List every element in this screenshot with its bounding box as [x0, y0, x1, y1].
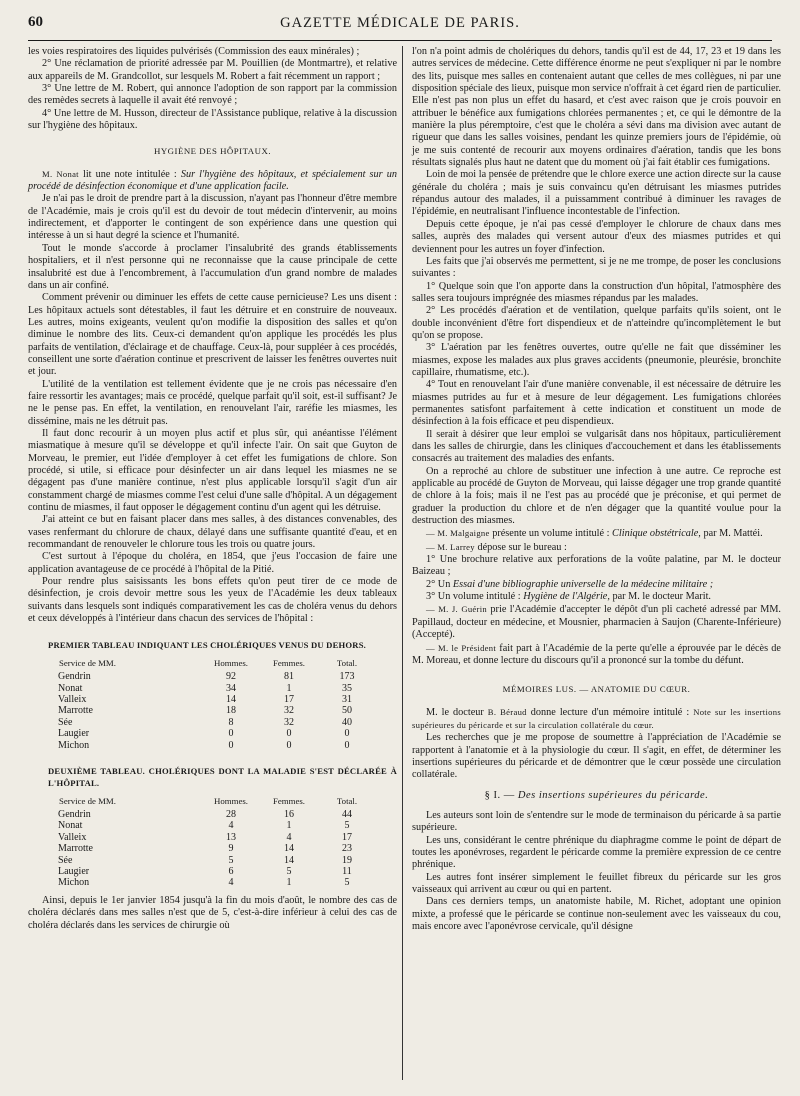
table-row	[58, 694, 376, 705]
paragraph	[412, 706, 781, 733]
cell-total: 44	[342, 809, 352, 821]
cell-femmes: 0	[286, 739, 292, 751]
cell-femmes: 4	[286, 831, 292, 843]
text: lit une note intitulée :	[78, 168, 181, 180]
paragraph	[28, 168, 397, 194]
paragraph: 3° L'aération par les fenêtres ouvertes, outre qu'elle ne fait que disséminer les miasmes, expose les malades aux plus graves accidents (pneumonie, pleurésie, bronchite capillaire, rhumatisme, etc.).	[412, 342, 781, 378]
column-header: Hommes.	[214, 795, 248, 806]
cell-femmes: 14	[284, 854, 294, 866]
table-row	[58, 809, 376, 820]
paragraph	[412, 642, 781, 668]
cell-total: 5	[344, 820, 350, 832]
column-header: Hommes.	[214, 657, 248, 668]
paragraph	[412, 541, 781, 554]
cell-femmes: 17	[284, 693, 294, 705]
cell-femmes: 0	[286, 728, 292, 740]
cell-femmes: 32	[284, 705, 294, 717]
paragraph	[412, 579, 781, 591]
cell-total: 40	[342, 716, 352, 728]
table-row	[58, 705, 376, 716]
paragraph: Dans ces derniers temps, un anatomiste habile, M. Richet, adoptant une opinion mixte, a professé que le péricarde se continue non-seulement avec les vaisseaux du cou, mais encore avec l'aponévrose cervicale, qu'il désigne	[412, 896, 781, 933]
table-header-row	[58, 656, 376, 671]
paragraph: 3° Une lettre de M. Robert, qui annonce l'adoption de son rapport par la commission des remèdes secrets à laquelle il avait été renvoyé ;	[28, 83, 397, 107]
table-title: PREMIER TABLEAU INDIQUANT LES CHOLÉRIQUES VENUS DU DEHORS.	[48, 640, 367, 651]
table-row	[58, 832, 376, 843]
cell-total: 17	[342, 831, 352, 843]
paragraph: Les uns, considérant le centre phrénique du diaphragme comme le point de départ de toutes les aponévroses, regardent le péricarde comme la première expression de ce centre phrénique.	[412, 834, 781, 871]
left-column	[28, 46, 397, 932]
text: par M. le docteur Marit.	[609, 591, 711, 603]
paragraph: Loin de moi la pensée de prétendre que le chlore exerce une action directe sur la cause générale du choléra ; mais je suis convaincu qu'en détruisant les miasmes putrides répandus autour des malades, il a puissamment contribué à diminuer les ravages de l'épidémie, en neutralisant l'influence incontestable de l'infection.	[412, 169, 781, 218]
cell-total: 0	[344, 728, 350, 740]
paragraph: Pour rendre plus saisissants les bons effets qu'on peut tirer de ce mode de désinfection, je crois devoir mettre sous les yeux de l'Académie les deux tableaux suivants dans lesquels sont indiqués comparativement les cas de choléra venus du dehors et ceux développés à l'intérieur dans chacun des services de l'hôpital :	[28, 576, 397, 625]
cell-total: 0	[344, 739, 350, 751]
cell-hommes: 8	[228, 716, 234, 728]
cell-total: 31	[342, 693, 352, 705]
cell-femmes: 5	[286, 866, 292, 878]
paragraph: Depuis cette époque, je n'ai pas cessé d'employer le chlorure de chaux dans mes salles, auprès des malades qui versent autour d'eux des miasmes putrides et qui deviennent pour les autres un foyer d'infection.	[412, 218, 781, 255]
text: présente un volume intitulé :	[489, 528, 613, 540]
paragraph: 2° Les procédés d'aération et de ventilation, quelque parfaits qu'ils soient, ont le double inconvénient d'être fort dispendieux et de n'atteindre qu'incomplètement le but qu'on se propose.	[412, 305, 781, 341]
table-row	[58, 717, 376, 728]
cell-service: Marrotte	[58, 843, 93, 855]
cell-hommes: 0	[228, 728, 234, 740]
cell-hommes: 92	[226, 671, 236, 683]
speaker-name: — M. Malgaigne	[426, 528, 490, 539]
cell-femmes: 81	[284, 671, 294, 683]
table-1	[58, 656, 376, 751]
cell-total: 11	[342, 866, 352, 878]
paragraph: Comment prévenir ou diminuer les effets de cette cause pernicieuse? Les uns disent : Les hôpitaux actuels sont détestables, il faut les détruire et en construire de nouveaux. Les autres, moins exigeants, veulent qu'on modifie la disposition des salles et qu'on diminue le nombre des lits. Ceux-ci demandent qu'on applique les procédés les plus parfaits de ventilation, d'éclairage et de chauffage. Ceux-là, pour suppléer à ces procédés, conseillent une sorte d'aération continue et prescrivent de laisser les fenêtres ouvertes nuit et jour.	[28, 292, 397, 378]
column-header: Service de MM.	[59, 795, 116, 806]
cell-femmes: 1	[286, 820, 292, 832]
memoir-title: Note sur les insertions supérieures du péricarde et sur la circulation collatérale du cœur.	[412, 706, 782, 730]
paragraph: J'ai atteint ce but en faisant placer dans mes salles, à des distances convenables, des vases renfermant du chlorure de chaux, délayé dans une suffisante quantité d'eau, et en recommandant de renouveler le chlorure tous les trois ou quatre jours.	[28, 514, 397, 551]
cell-hommes: 18	[226, 705, 236, 717]
cell-femmes: 1	[286, 682, 292, 694]
paragraph: Les faits que j'ai observés me permettent, si je ne me trompe, de poser les conclusions suivantes :	[412, 255, 781, 280]
paragraph: Tout le monde s'accorde à proclamer l'insalubrité des grands établissements hospitaliers, et il n'est personne qui ne reconnaisse que la cause principale de cette insalubrité est due à l'encombrement, à l'accumulation d'un grand nombre de malades dans un air confiné.	[28, 242, 397, 291]
paragraph: C'est surtout à l'époque du choléra, en 1854, que j'eus l'occasion de faire une application avantageuse de ce procédé à l'hôpital de la Pitié.	[28, 551, 397, 575]
cell-hommes: 5	[228, 854, 234, 866]
table-row	[58, 843, 376, 854]
paragraph: 4° Une lettre de M. Husson, directeur de l'Assistance publique, relative à la discussion sur l'hygiène des hôpitaux.	[28, 107, 397, 132]
cell-hommes: 34	[226, 682, 236, 694]
paragraph: L'utilité de la ventilation est tellement évidente que je ne crois pas nécessaire d'en faire ressortir les avantages; mais ce procédé, quelque parfait qu'il soit, est-il suffisant? Je ne le pense pas. En effet, la ventilation, en renouvelant l'air, raréfie les miasmes, les dissémine, mais ne les détruit pas.	[28, 378, 397, 427]
column-header: Total.	[336, 795, 358, 806]
cell-total: 50	[342, 705, 352, 717]
paragraph: l'on n'a point admis de cholériques du dehors, tandis qu'il est de 44, 17, 23 et 19 dans les autres services de médecine. Cette différence énorme ne peut s'expliquer ni par le nombre des lits, puisque mes salles en contenaient autant que celles de mes collègues, ni par une disposition spéciale des lieux, puisque mon service n'offrait à cet égard rien de particulier. Elle n'est pas non plus un effet du hasard, et c'est avec raison que je crois pouvoir en attribuer le bénéfice aux fumigations chlorées permanentes ; et, ce qui le démontre de la manière la plus péremptoire, c'est que le choléra a sévi dans ma division avec autant de rigueur que dans les salles voisines, pendant les quinze premiers jours de l'épidémie, où je me suis contenté de recourir aux moyens ordinaires d'aération, tandis que les bons résultats signalés plus haut ne datent que du moment où j'ai fait établir ces fumigations.	[412, 46, 781, 169]
page-header	[28, 14, 772, 41]
cell-service: Sée	[58, 854, 73, 866]
paragraph: 1° Quelque soin que l'on apporte dans la construction d'un hôpital, l'atmosphère des salles sera toujours imprégnée des miasmes répandus par les malades.	[412, 280, 781, 304]
paragraph: On a reproché au chlore de substituer une infection à une autre. Ce reproche est applicable au procédé de Guyton de Morveau, qui laisse dégager une trop grande quantité de chlore à la fois; mais il ne l'est pas au procédé que je préconise, et qui permet de graduer la production du chlore et de n'en dégager que la quantité voulue pour la destruction des miasmes.	[412, 465, 781, 527]
column-header: Femmes.	[272, 657, 305, 668]
book-title: Clinique obstétricale,	[612, 528, 701, 540]
cell-service: Valleix	[58, 831, 87, 843]
text: par M. Mattéi.	[700, 528, 763, 540]
table-row	[58, 728, 376, 739]
cell-total: 23	[342, 843, 352, 855]
paragraph: Les recherches que je me propose de soumettre à l'appréciation de l'Académie se rapportent à l'anatomie et à la physiologie du cœur. Il s'agit, en effet, de déterminer les insertions supérieures du péricarde et de démontrer que le cœur possède une circulation collatérale.	[412, 732, 781, 781]
cell-service: Marrotte	[58, 705, 93, 717]
cell-service: Laugier	[58, 866, 90, 878]
cell-femmes: 16	[284, 809, 294, 821]
paragraph	[412, 527, 781, 540]
table-title: DEUXIÈME TABLEAU. CHOLÉRIQUES DONT LA MALADIE S'EST DÉCLARÉE À L'HÔPITAL.	[48, 766, 397, 789]
speaker-name: — M. le Président	[426, 642, 497, 653]
column-divider	[402, 46, 403, 1080]
paragraph: Ainsi, depuis le 1er janvier 1854 jusqu'à la fin du mois d'août, le nombre des cas de choléra déclarés dans mes salles n'est que de 5, c'est-à-dire inférieur à celui des cas de choléra déclarés dans les services de chirurgie où	[28, 894, 397, 931]
cell-service: Michon	[58, 739, 90, 751]
cell-service: Nonat	[58, 820, 83, 832]
cell-hommes: 4	[228, 820, 234, 832]
speaker-name: B. Béraud	[487, 706, 527, 717]
cell-hommes: 6	[228, 866, 234, 878]
cell-service: Michon	[58, 877, 90, 889]
cell-service: Gendrin	[58, 809, 91, 821]
text: 2° Un	[426, 578, 453, 590]
table-row	[58, 866, 376, 877]
table-header-row	[58, 794, 376, 809]
speaker-name: — M. Larrey	[426, 541, 475, 552]
paragraph	[412, 591, 781, 603]
paragraph: Il faut donc recourir à un moyen plus actif et plus sûr, qui anéantisse l'élément miasmatique à mesure qu'il se développe et qu'il infecte l'air. On sait que Guyton de Morveau, le premier, eut l'idée d'employer à cet effet les fumigations de chlore. Son procédé, si utile, si efficace pour désinfecter un air dans lequel les miasmes ne se dégagent pas d'une manière continue, n'est plus applicable lorsqu'il s'agit d'un air constamment chargé de miasmes comme l'est celui d'une salle d'hôpital. A un dégagement continu de miasmes, il faut opposer le dégagement continu d'un agent qui les détruise.	[28, 427, 397, 514]
column-header: Service de MM.	[59, 657, 116, 668]
section-heading: HYGIÈNE DES HÔPITAUX.	[153, 146, 272, 157]
text: M. le docteur	[426, 706, 488, 718]
cell-femmes: 14	[284, 843, 294, 855]
paragraph: Il serait à désirer que leur emploi se vulgarisât dans nos hôpitaux, particulièrement dans les salles de chirurgie, dans les cliniques d'accouchement et dans les établissements consacrés au traitement des maladies des enfants.	[412, 428, 781, 465]
cell-hommes: 14	[226, 693, 236, 705]
speaker-name: — M. J. Guérin	[426, 604, 487, 615]
table-row	[58, 740, 376, 751]
paragraph: 2° Une réclamation de priorité adressée par M. Pouillien (de Montmartre), et relative aux appareils de M. Grandcollot, sur lesquels M. Robert a fait récemment un rapport ;	[28, 58, 397, 82]
text: fait part à l'Académie de la perte qu'elle a éprouvée par le décès de M. Moreau, et donne lecture du discours qu'il a prononcé sur la tombe du défunt.	[412, 642, 781, 666]
paragraph: les voies respiratoires des liquides pulvérisés (Commission des eaux minérales) ;	[28, 46, 360, 57]
cell-service: Sée	[58, 716, 73, 728]
right-column	[412, 46, 781, 933]
page-number: 60	[28, 14, 43, 30]
book-title: Hygiène de l'Algérie,	[523, 591, 610, 603]
paragraph	[412, 603, 781, 641]
cell-total: 19	[342, 854, 352, 866]
table-row	[58, 671, 376, 682]
paragraph: 1° Une brochure relative aux perforations de la voûte palatine, par M. le docteur Baizeau ;	[412, 554, 781, 578]
book-title: Essai d'une bibliographie universelle de la médecine militaire ;	[452, 578, 714, 590]
paragraph: Les auteurs sont loin de s'entendre sur le mode de terminaison du péricarde à sa partie supérieure.	[412, 809, 781, 834]
section-heading: MÉMOIRES LUS. — ANATOMIE DU CŒUR.	[502, 684, 691, 695]
cell-hommes: 13	[226, 831, 236, 843]
text: donne lecture d'un mémoire intitulé :	[526, 706, 694, 718]
journal-title: GAZETTE MÉDICALE DE PARIS.	[280, 15, 520, 31]
text: § I. —	[484, 789, 518, 801]
paragraph: Je n'ai pas le droit de prendre part à la discussion, n'ayant pas l'honneur d'être membre de l'Académie, mais je crois qu'il est du devoir de tout médecin d'intervenir, au moins indirectement, et d'apporter le contingent de son expérience dans une question qui intéresse à un si haut degré la science et l'humanité.	[28, 193, 397, 242]
cell-total: 35	[342, 682, 352, 694]
column-header: Femmes.	[272, 795, 305, 806]
text: Des insertions supérieures du péricarde.	[517, 789, 709, 801]
cell-total: 5	[344, 877, 350, 889]
table-row	[58, 683, 376, 694]
cell-femmes: 1	[286, 877, 292, 889]
table-row	[58, 855, 376, 866]
table-2	[58, 794, 376, 889]
table-row	[58, 877, 376, 888]
cell-hommes: 28	[226, 809, 236, 821]
cell-service: Gendrin	[58, 671, 91, 683]
cell-hommes: 4	[228, 877, 234, 889]
note-title: Sur l'hygiène des hôpitaux, et spécialement sur un procédé de désinfection économique et d'une application facile.	[28, 168, 397, 193]
cell-hommes: 9	[228, 843, 234, 855]
cell-service: Nonat	[58, 682, 83, 694]
paragraph: Les autres font insérer simplement le feuillet fibreux du péricarde sur les gros vaisseaux qui arrivent au cœur ou qui en partent.	[412, 871, 781, 895]
text: 3° Un volume intitulé :	[426, 591, 524, 603]
cell-hommes: 0	[228, 739, 234, 751]
cell-total: 173	[339, 671, 355, 683]
text: prie l'Académie d'accepter le dépôt d'un pli cacheté adressé par MM. Papillaud, docteur en médecine, et Mousnier, pharmacien à Saujon (Charente-Inférieure) (Accepté).	[412, 604, 781, 641]
cell-femmes: 32	[284, 716, 294, 728]
table-row	[58, 820, 376, 831]
speaker-name: M. Nonat	[42, 168, 79, 179]
paragraph: 4° Tout en renouvelant l'air d'une manière convenable, il est nécessaire de détruire les miasmes putrides au fur et à mesure de leur dégagement. Les fumigations chlorées permanentes satisfont parfaitement à cette indication et constituent un mode de désinfection à la fois efficace et peu dispendieux.	[412, 379, 781, 428]
cell-service: Valleix	[58, 693, 87, 705]
cell-service: Laugier	[58, 728, 90, 740]
column-header: Total.	[336, 657, 358, 668]
text: dépose sur le bureau :	[474, 541, 567, 553]
subsection-heading	[412, 790, 781, 802]
